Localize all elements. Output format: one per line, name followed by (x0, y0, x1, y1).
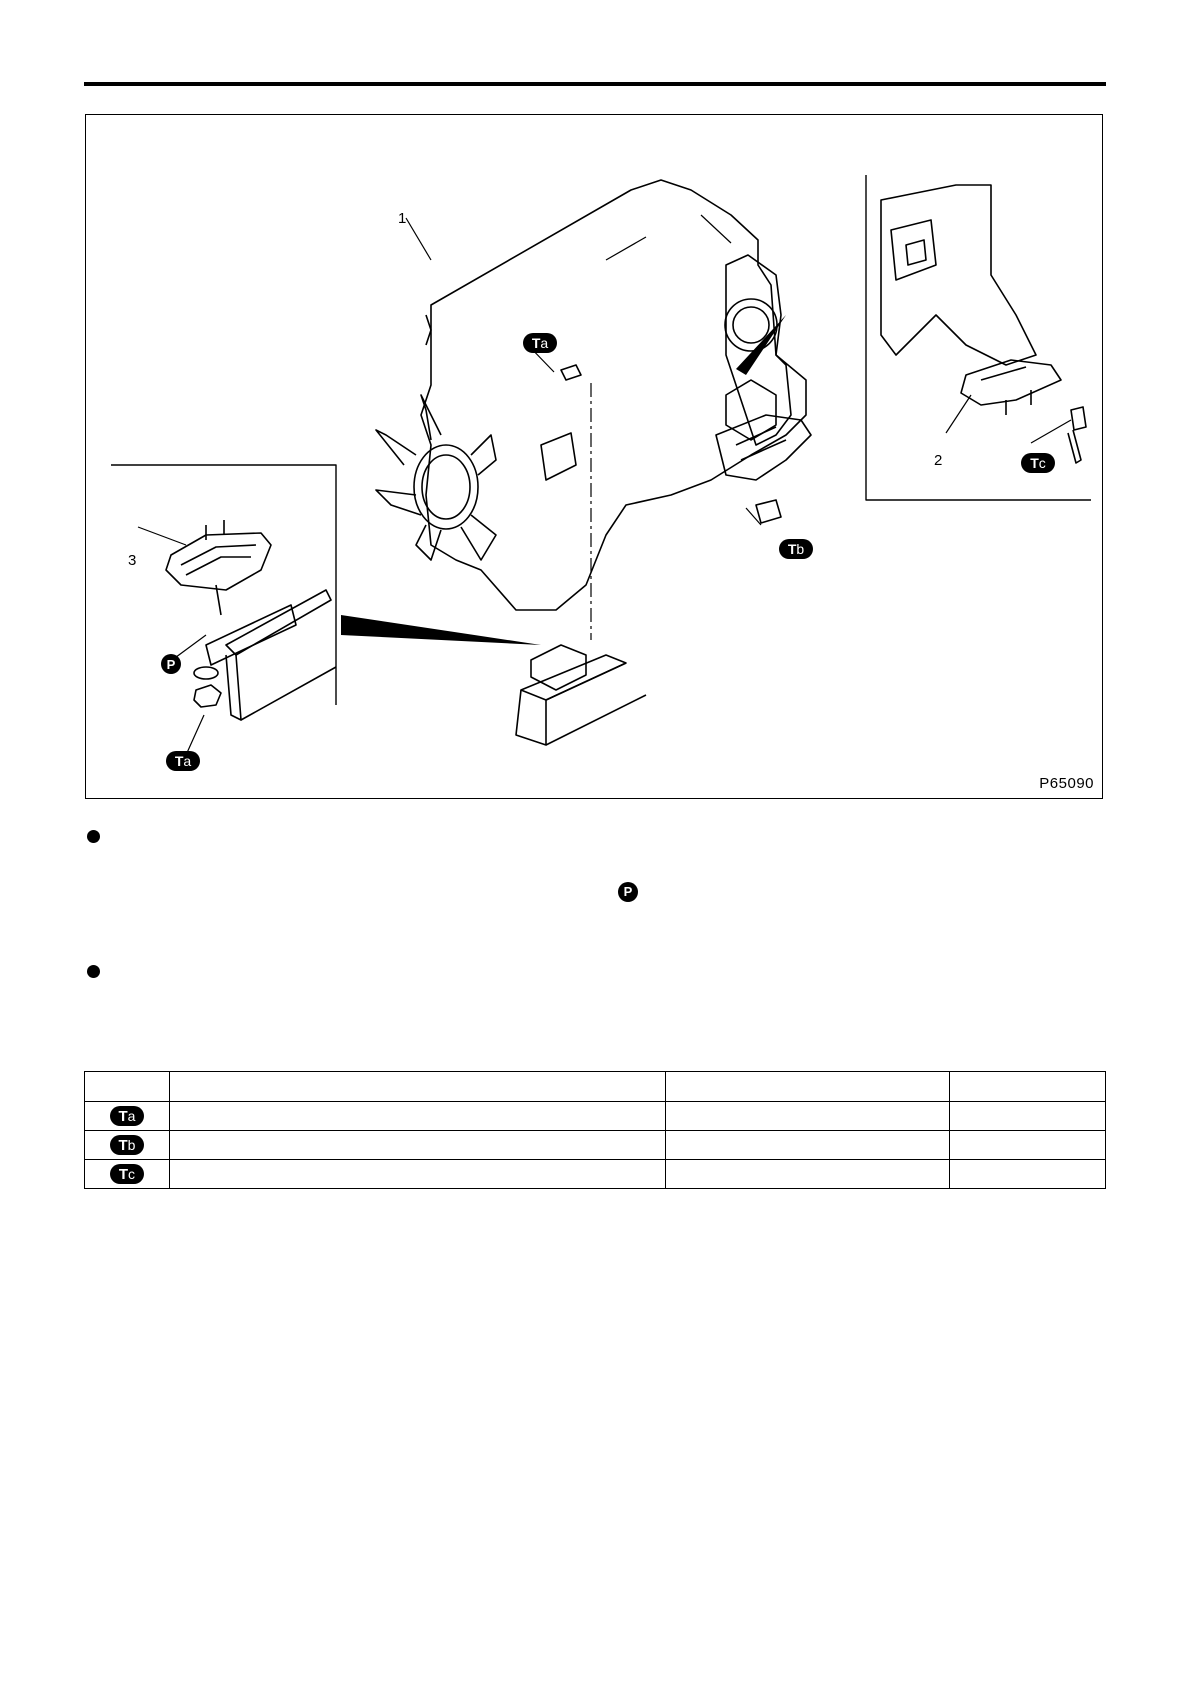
mark-cell (85, 1102, 170, 1131)
table-row (85, 1131, 1106, 1160)
torque-table (84, 1071, 1106, 1189)
symbol-ta-lower (166, 751, 200, 771)
location-cell (169, 1102, 665, 1131)
header-remarks (950, 1072, 1106, 1102)
remarks-cell (950, 1160, 1106, 1189)
torque-mark-ta: Ta (110, 1106, 144, 1126)
location-cell (169, 1160, 665, 1189)
note-bullet-1 (87, 830, 100, 843)
svg-text:Tc: Tc (1030, 455, 1046, 471)
callout-1: 1 (398, 210, 407, 227)
engine-block-outline (421, 180, 806, 610)
svg-text:Ta: Ta (531, 335, 549, 351)
torque-cell (666, 1160, 950, 1189)
table-row (85, 1160, 1106, 1189)
figure-code: P65090 (1039, 775, 1094, 792)
illustration-drawing (86, 115, 1104, 800)
location-cell (169, 1131, 665, 1160)
torque-mark-tc: Tc (110, 1164, 144, 1184)
torque-cell (666, 1131, 950, 1160)
table-row (85, 1102, 1106, 1131)
symbol-ta-upper (523, 333, 557, 353)
header-location (169, 1072, 665, 1102)
callout-2: 2 (934, 452, 943, 469)
note-bullet-2 (87, 965, 100, 978)
header-rule (84, 82, 1106, 86)
mark-cell (85, 1131, 170, 1160)
table-header-row (85, 1072, 1106, 1102)
svg-text:Ta: Ta (174, 753, 192, 769)
callout-wedge-left (341, 615, 541, 645)
svg-text:Tb: Tb (787, 541, 805, 557)
symbol-tc (1021, 453, 1055, 473)
symbol-tb (779, 539, 813, 559)
cooling-fan (376, 395, 496, 560)
remarks-cell (950, 1102, 1106, 1131)
svg-text:P: P (166, 657, 176, 672)
torque-mark-tb: Tb (110, 1135, 144, 1155)
callout-wedge-right (736, 285, 806, 375)
engine-mount-illustration (85, 114, 1103, 799)
header-torque (666, 1072, 950, 1102)
remarks-cell (950, 1131, 1106, 1160)
p-symbol: P (618, 882, 638, 902)
symbol-p-figure (161, 654, 181, 674)
mark-cell (85, 1160, 170, 1189)
callout-3: 3 (128, 552, 137, 569)
torque-cell (666, 1102, 950, 1131)
header-mark (85, 1072, 170, 1102)
